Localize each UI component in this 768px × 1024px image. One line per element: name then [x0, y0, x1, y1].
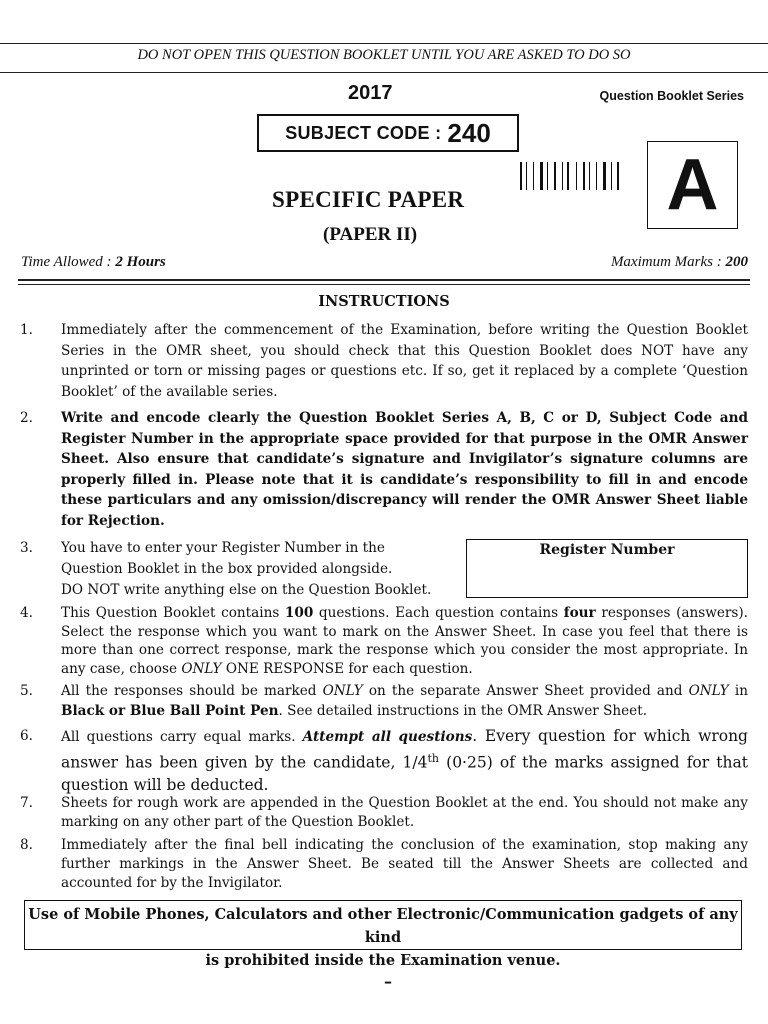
instruction-number: 3.: [20, 540, 33, 556]
notice-line: Use of Mobile Phones, Calculators and other Electronic/Communication gadgets of any kind: [28, 906, 738, 946]
subject-code-value: 240: [447, 117, 491, 148]
barcode-bar: [530, 162, 532, 190]
text-run: . See detailed instructions in the OMR Answer Sheet.: [278, 702, 648, 719]
instruction-text: Immediately after the final bell indicating the conclusion of the examination, stop making any further markings in the Answer Sheet. Be seated till the Answer Sheets are collected and accounted for by the Invigilator.: [61, 837, 748, 891]
instruction-4: [20, 604, 748, 678]
instruction-number: 1.: [20, 322, 33, 338]
subject-code-box: [257, 114, 519, 152]
instruction-number: 7.: [20, 795, 33, 811]
barcode-bar: [536, 162, 537, 190]
maximum-marks: [611, 254, 748, 271]
barcode-bar: [583, 162, 585, 190]
instruction-number: 4.: [20, 605, 33, 621]
barcode-bar: [611, 162, 612, 190]
marks-label: Maximum Marks :: [610, 254, 722, 270]
instruction-line: DO NOT write anything else on the Question Booklet.: [61, 582, 432, 598]
barcode-bar: [586, 162, 587, 190]
instruction-1: [20, 320, 748, 402]
instruction-number: 6.: [20, 728, 33, 744]
register-number-label: Register Number: [539, 542, 675, 558]
barcode-bar: [617, 162, 619, 190]
text-run: ONE RESPONSE for each question.: [221, 660, 473, 677]
page-mark: –: [384, 972, 392, 991]
paper-title: SPECIFIC PAPER: [272, 187, 465, 212]
instruction-line: You have to enter your Register Number in the: [61, 540, 385, 556]
notice-rule: [0, 72, 768, 73]
instruction-text: Write and encode clearly the Question Booklet Series A, B, C or D, Subject Code and Register Number in the appropriate space provided for that purpose in the OMR Answer Sheet. Also ensure that candidate’s signature and Invigilator’s signature columns are properly filled in. Please note that it is candidate’s responsibility to fill in and encode these particulars and any omission/discrepancy will render the OMR Answer Sheet liable for Rejection.: [61, 410, 748, 529]
marks-value: 200: [725, 254, 748, 270]
barcode-bar: [615, 162, 616, 190]
barcode-bar: [599, 162, 600, 190]
text-run: All the responses should be marked: [61, 683, 323, 699]
barcode-bar: [579, 162, 580, 190]
barcode-bar: [593, 162, 595, 190]
barcode-bar: [520, 162, 522, 190]
barcode: [520, 162, 622, 190]
text-run: questions. Each question contains: [313, 605, 564, 621]
instruction-2: [20, 408, 748, 532]
barcode-bar: [540, 162, 543, 190]
time-label: Time Allowed :: [21, 254, 112, 270]
question-count: 100: [284, 605, 314, 621]
text-run: in: [728, 683, 748, 699]
instruction-number: 5.: [20, 683, 33, 699]
text-run: . Every question for which wrong answer has been given by the candidate, 1/4: [61, 727, 748, 772]
barcode-bar: [576, 162, 577, 190]
emphasis: Attempt all questions: [302, 729, 473, 745]
barcode-bar: [562, 162, 563, 190]
barcode-bar: [533, 162, 534, 190]
notice-line: is prohibited inside the Examination venue.: [205, 952, 561, 969]
instruction-text: Sheets for rough work are appended in the Question Booklet at the end. You should not make any marking on any other part of the Question Booklet.: [61, 795, 748, 830]
barcode-bar: [551, 162, 553, 190]
text-run: All questions carry equal marks.: [61, 729, 303, 745]
barcode-bar: [607, 162, 609, 190]
text-run: (0·25) of the marks assigned for that question will be deducted.: [61, 753, 748, 794]
top-rule: [0, 43, 768, 44]
barcode-bar: [596, 162, 597, 190]
time-allowed: [21, 254, 166, 271]
instruction-number: 2.: [20, 410, 33, 426]
instruction-number: 8.: [20, 837, 33, 853]
mobile-prohibition-notice: [24, 900, 742, 969]
instruction-8: [20, 836, 748, 893]
barcode-bar: [572, 162, 575, 190]
barcode-bar: [564, 162, 565, 190]
barcode-bar: [567, 162, 569, 190]
instruction-text: [61, 682, 748, 721]
instruction-text: [61, 726, 748, 797]
barcode-bar: [544, 162, 545, 190]
instruction-6: [20, 726, 748, 797]
text-run: responses (answers). Select the response which you want to mark on the Answer Sheet. In case you feel that there is more than one correct response, mark the response which you consider the most appropriate. In any case, choose: [61, 605, 749, 677]
subject-code-label: SUBJECT CODE :: [285, 122, 442, 143]
barcode-bar: [547, 162, 548, 190]
text-run: on the separate Answer Sheet provided and: [362, 683, 689, 699]
emphasis: ONLY: [322, 683, 363, 699]
register-number-box[interactable]: [466, 539, 748, 598]
instructions-heading: INSTRUCTIONS: [318, 293, 450, 310]
response-count: four: [563, 605, 596, 621]
open-notice: DO NOT OPEN THIS QUESTION BOOKLET UNTIL YOU ARE ASKED TO DO SO: [137, 47, 631, 63]
instruction-text: [61, 538, 441, 601]
double-rule-top: [18, 279, 750, 281]
barcode-bar: [603, 162, 606, 190]
pen-requirement: Black or Blue Ball Point Pen: [61, 702, 279, 719]
emphasis: ONLY: [181, 660, 222, 677]
time-value: 2 Hours: [115, 254, 166, 270]
barcode-bar: [554, 162, 556, 190]
barcode-bar: [523, 162, 524, 190]
barcode-bar: [526, 162, 527, 190]
instruction-text: Immediately after the commencement of the Examination, before writing the Question Booklet Series in the OMR sheet, you should check that this Question Booklet does NOT have any unprinted or torn or missing pages or questions etc. If so, get it replaced by a complete ‘Question Booklet’ of the available series.: [61, 322, 748, 400]
barcode-bar: [558, 162, 559, 190]
instruction-line: Question Booklet in the box provided alongside.: [61, 561, 393, 577]
instruction-7: [20, 794, 748, 832]
text-run: This Question Booklet contains: [61, 605, 285, 621]
instruction-text: [61, 604, 748, 678]
barcode-bar: [589, 162, 590, 190]
exam-year: 2017: [348, 82, 393, 104]
instruction-5: [20, 682, 748, 721]
superscript: th: [427, 752, 440, 765]
paper-subtitle: (PAPER II): [323, 224, 418, 245]
double-rule-bottom: [18, 284, 750, 285]
series-label: Question Booklet Series: [599, 89, 744, 103]
emphasis: ONLY: [688, 683, 729, 699]
series-letter-box: A: [647, 141, 738, 229]
